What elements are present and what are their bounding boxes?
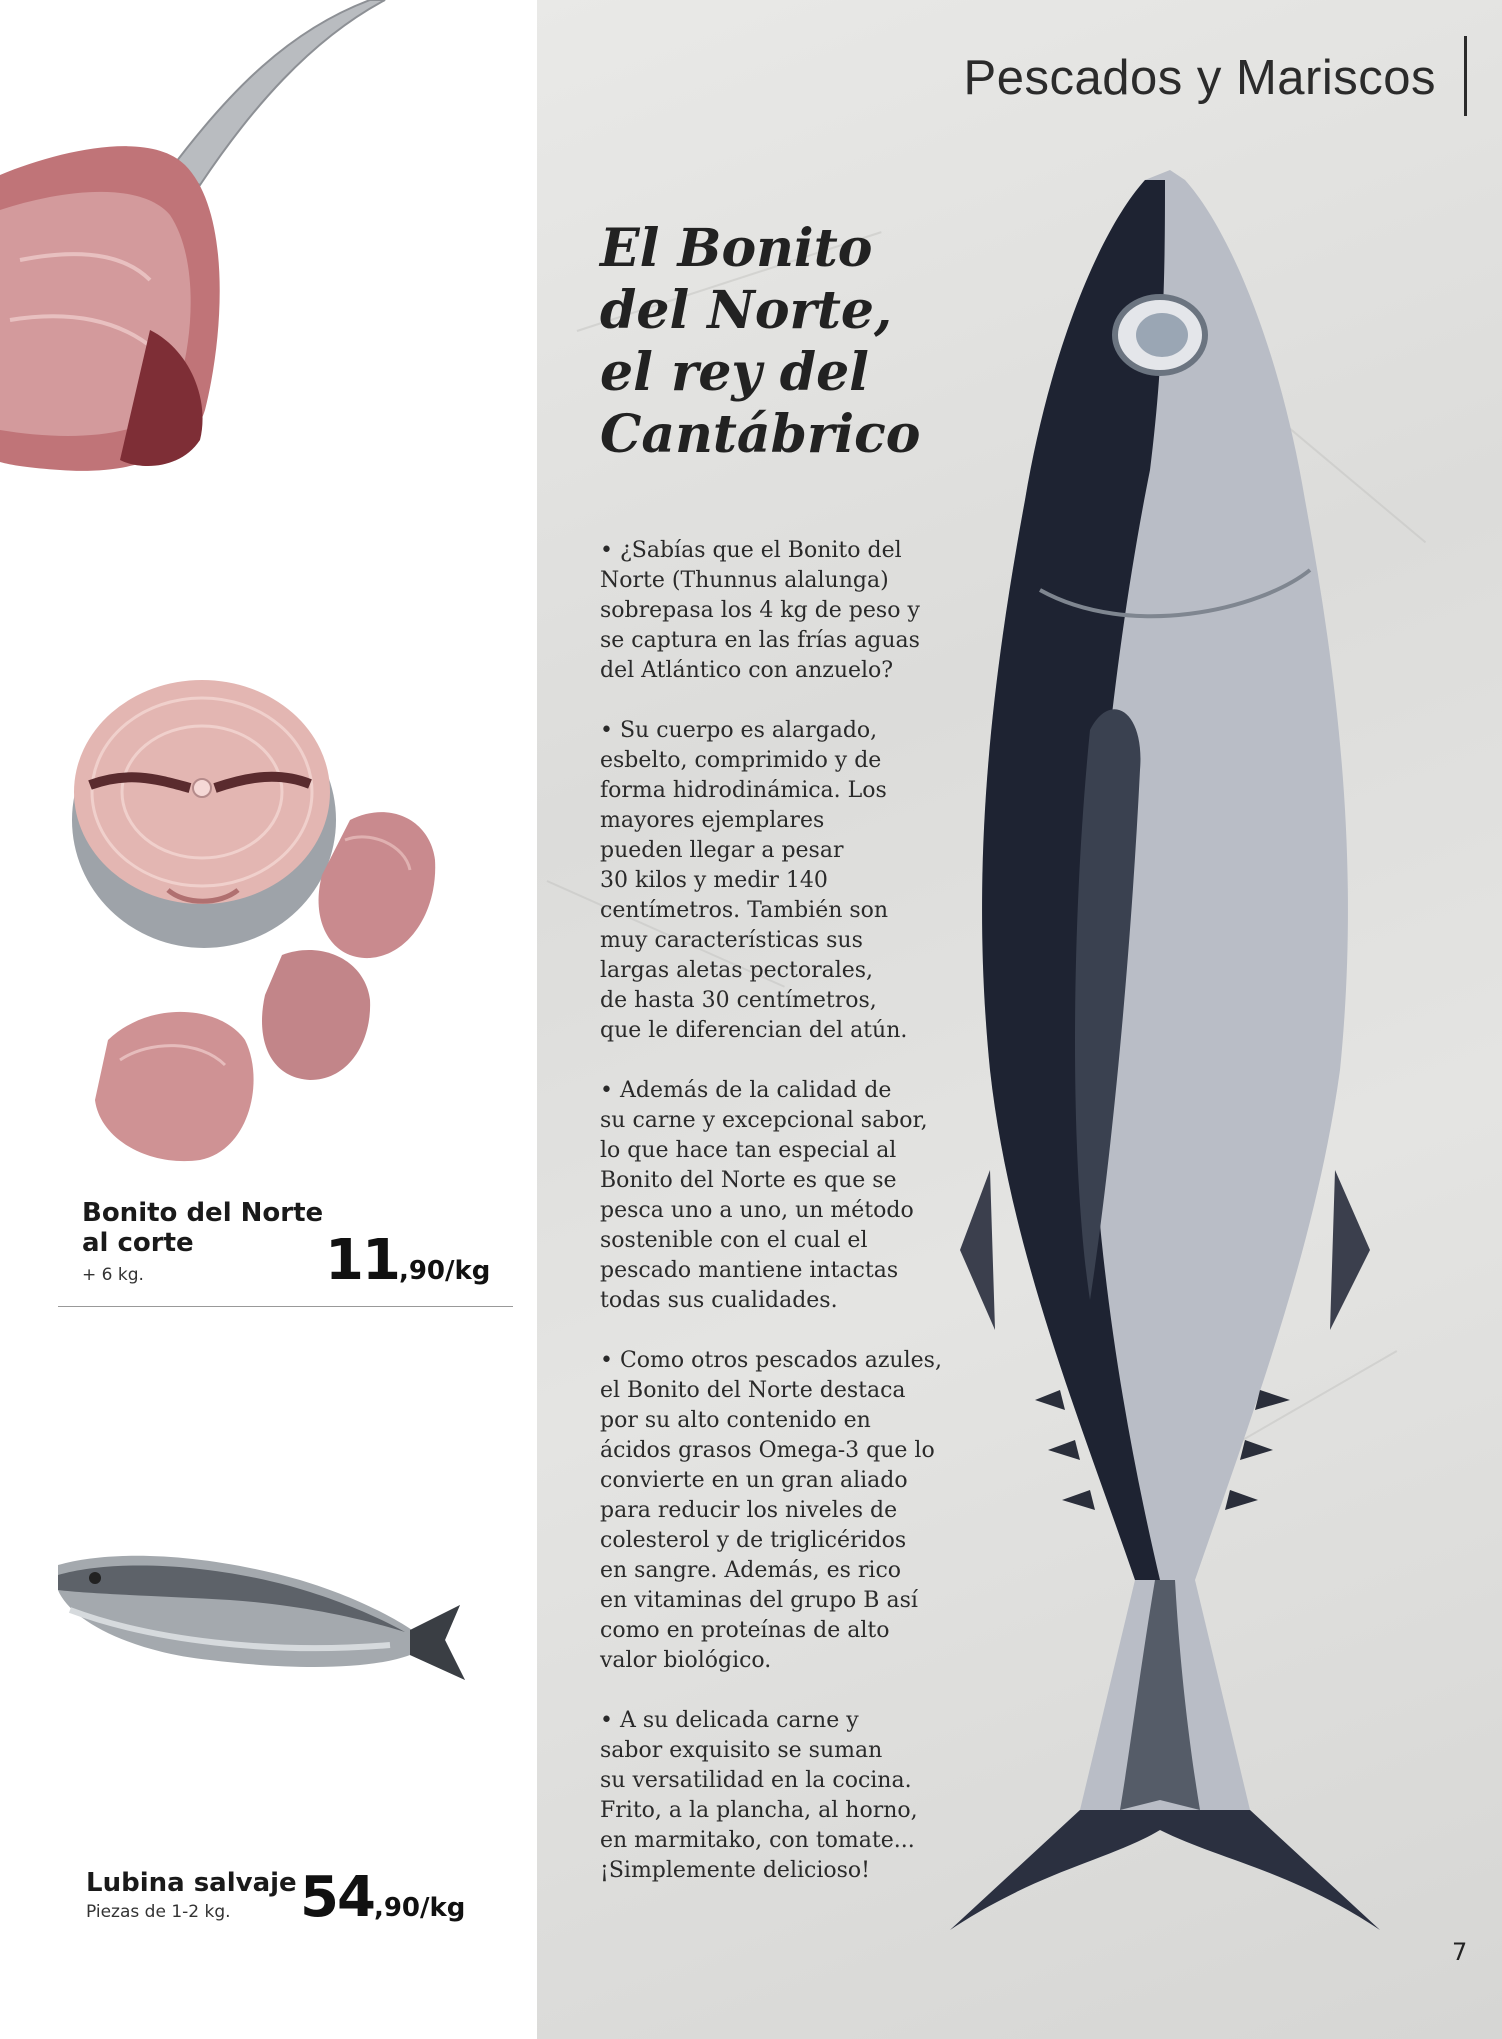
paragraph-line: centímetros. También son <box>600 898 889 923</box>
section-header: Pescados y Mariscos <box>963 51 1436 105</box>
paragraph-line: esbelto, comprimido y de <box>600 748 882 773</box>
paragraph-line: en sangre. Además, es rico <box>600 1558 902 1583</box>
paragraph-line: se captura en las frías aguas <box>600 628 920 653</box>
price-decimal-unit: ,90/kg <box>398 1256 491 1286</box>
paragraph-line: sobrepasa los 4 kg de peso y <box>600 598 920 623</box>
paragraph-line: • Como otros pescados azules, <box>600 1348 942 1373</box>
paragraph-line: como en proteínas de alto <box>600 1618 890 1643</box>
article-paragraph <box>600 1346 980 1676</box>
paragraph-line: del Atlántico con anzuelo? <box>600 658 894 683</box>
product-name-bonito <box>82 1198 323 1258</box>
paragraph-line: • A su delicada carne y <box>600 1708 859 1733</box>
price-decimal-unit: ,90/kg <box>373 1893 466 1923</box>
paragraph-line: para reducir los niveles de <box>600 1498 898 1523</box>
paragraph-line: • Además de la calidad de <box>600 1078 892 1103</box>
article-title <box>600 218 1020 466</box>
article-paragraph <box>600 1076 980 1316</box>
paragraph-line: largas aletas pectorales, <box>600 958 874 983</box>
paragraph-line: valor biológico. <box>600 1648 772 1673</box>
paragraph-line: • ¿Sabías que el Bonito del <box>600 538 902 563</box>
product-name-line: Lubina salvaje <box>86 1868 297 1898</box>
article-paragraph <box>600 536 980 686</box>
paragraph-line: 30 kilos y medir 140 <box>600 868 828 893</box>
paragraph-line: pueden llegar a pesar <box>600 838 844 863</box>
paragraph-line: que le diferencian del atún. <box>600 1018 908 1043</box>
article-paragraph <box>600 1706 980 1886</box>
paragraph-line: de hasta 30 centímetros, <box>600 988 877 1013</box>
product-name-lubina <box>86 1868 297 1898</box>
bonito-cuts-image <box>60 670 480 1170</box>
product-divider <box>58 1306 513 1307</box>
paragraph-line: su versatilidad en la cocina. <box>600 1768 912 1793</box>
title-line: Cantábrico <box>600 404 921 465</box>
product-name-line: Bonito del Norte <box>82 1198 324 1228</box>
article-body <box>600 536 980 1916</box>
header-divider-bar <box>1464 36 1467 116</box>
title-line: el rey del <box>600 342 869 403</box>
paragraph-line: su carne y excepcional sabor, <box>600 1108 928 1133</box>
title-line: del Norte, <box>600 280 893 341</box>
page-number: 7 <box>1452 1938 1468 1966</box>
paragraph-line: Frito, a la plancha, al horno, <box>600 1798 918 1823</box>
price-integer: 11 <box>325 1228 399 1293</box>
price-bonito <box>325 1228 490 1293</box>
title-line: El Bonito <box>600 218 873 279</box>
price-integer: 54 <box>300 1865 374 1930</box>
paragraph-line: todas sus cualidades. <box>600 1288 838 1313</box>
paragraph-line: Norte (Thunnus alalunga) <box>600 568 889 593</box>
paragraph-line: lo que hace tan especial al <box>600 1138 897 1163</box>
paragraph-line: ¡Simplemente delicioso! <box>600 1858 871 1883</box>
paragraph-line: convierte en un gran aliado <box>600 1468 908 1493</box>
paragraph-line: el Bonito del Norte destaca <box>600 1378 906 1403</box>
paragraph-line: en marmitako, con tomate... <box>600 1828 915 1853</box>
paragraph-line: colesterol y de triglicéridos <box>600 1528 907 1553</box>
product-detail-bonito: + 6 kg. <box>82 1265 144 1285</box>
lubina-image <box>50 1530 480 1700</box>
paragraph-line: ácidos grasos Omega-3 que lo <box>600 1438 935 1463</box>
paragraph-line: pesca uno a uno, un método <box>600 1198 914 1223</box>
product-name-line: al corte <box>82 1228 194 1258</box>
paragraph-line: por su alto contenido en <box>600 1408 871 1433</box>
article-paragraph <box>600 716 980 1046</box>
paragraph-line: muy características sus <box>600 928 863 953</box>
paragraph-line: sabor exquisito se suman <box>600 1738 883 1763</box>
paragraph-line: sostenible con el cual el <box>600 1228 868 1253</box>
paragraph-line: forma hidrodinámica. Los <box>600 778 887 803</box>
paragraph-line: mayores ejemplares <box>600 808 825 833</box>
paragraph-line: en vitaminas del grupo B así <box>600 1588 918 1613</box>
paragraph-line: Bonito del Norte es que se <box>600 1168 897 1193</box>
price-lubina <box>300 1865 465 1930</box>
spoon-tuna-image <box>0 0 400 500</box>
product-detail-lubina: Piezas de 1-2 kg. <box>86 1902 231 1922</box>
paragraph-line: pescado mantiene intactas <box>600 1258 899 1283</box>
paragraph-line: • Su cuerpo es alargado, <box>600 718 878 743</box>
